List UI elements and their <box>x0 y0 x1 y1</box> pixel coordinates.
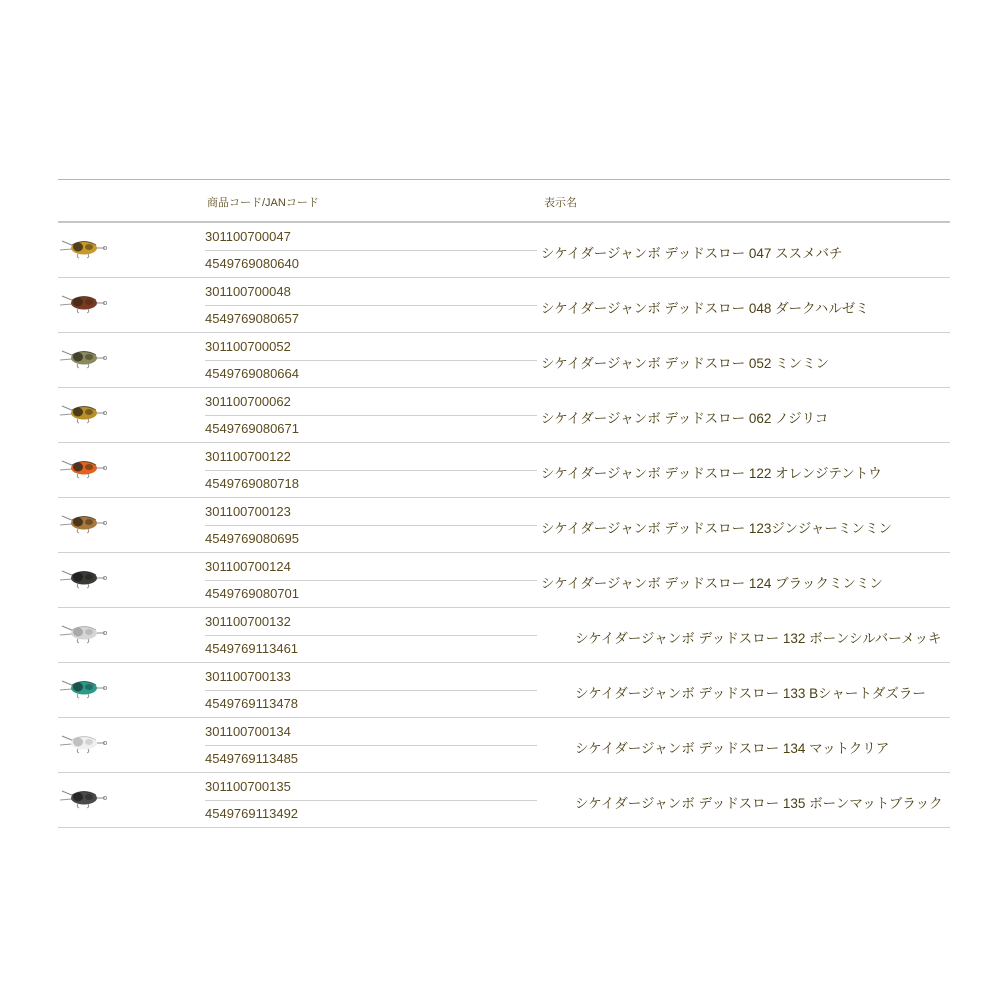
product-code: 301100700124 <box>205 559 291 574</box>
table-header <box>58 180 950 223</box>
jan-code: 4549769080664 <box>205 366 299 381</box>
jan-code: 4549769113461 <box>205 641 299 656</box>
jan-code: 4549769113478 <box>205 696 299 711</box>
jan-code: 4549769080718 <box>205 476 299 491</box>
code-divider <box>205 415 537 416</box>
code-divider <box>205 470 537 471</box>
table-row <box>58 773 950 828</box>
cicada-lure-icon <box>58 727 108 759</box>
product-name: シケイダージャンボ デッドスロー 048 ダークハルゼミ <box>541 301 869 316</box>
code-divider <box>205 745 537 746</box>
product-name: シケイダージャンボ デッドスロー 047 ススメバチ <box>541 246 843 261</box>
jan-code: 4549769080671 <box>205 421 299 436</box>
product-code: 301100700052 <box>205 339 291 354</box>
cicada-lure-icon <box>58 397 108 429</box>
cicada-lure-icon <box>58 232 108 264</box>
cicada-lure-icon <box>58 782 108 814</box>
code-divider <box>205 305 537 306</box>
jan-code: 4549769080695 <box>205 531 299 546</box>
table-row <box>58 663 950 718</box>
jan-code: 4549769113485 <box>205 751 299 766</box>
cicada-lure-icon <box>58 562 108 594</box>
product-name: シケイダージャンボ デッドスロー 134 マットクリア <box>575 741 890 756</box>
cicada-lure-icon <box>58 617 108 649</box>
table-row <box>58 608 950 663</box>
jan-code: 4549769080657 <box>205 311 299 326</box>
cicada-lure-icon <box>58 672 108 704</box>
product-name: シケイダージャンボ デッドスロー 124 ブラックミンミン <box>541 576 883 591</box>
code-divider <box>205 635 537 636</box>
table-body <box>58 223 950 828</box>
product-code: 301100700133 <box>205 669 291 684</box>
table-row <box>58 333 950 388</box>
product-code: 301100700134 <box>205 724 291 739</box>
product-code: 301100700132 <box>205 614 291 629</box>
jan-code: 4549769113492 <box>205 806 299 821</box>
code-divider <box>205 360 537 361</box>
table-row <box>58 553 950 608</box>
table-row <box>58 278 950 333</box>
product-table <box>58 179 950 828</box>
jan-code: 4549769080701 <box>205 586 299 601</box>
code-divider <box>205 525 537 526</box>
product-name: シケイダージャンボ デッドスロー 133 Bシャートダズラー <box>575 686 926 701</box>
table-row <box>58 718 950 773</box>
code-divider <box>205 580 537 581</box>
cicada-lure-icon <box>58 452 108 484</box>
product-code: 301100700048 <box>205 284 291 299</box>
product-name: シケイダージャンボ デッドスロー 123ジンジャーミンミン <box>541 521 892 536</box>
jan-code: 4549769080640 <box>205 256 299 271</box>
cicada-lure-icon <box>58 342 108 374</box>
product-code: 301100700123 <box>205 504 291 519</box>
product-code: 301100700047 <box>205 229 291 244</box>
header-name: 表示名 <box>544 197 577 209</box>
code-divider <box>205 690 537 691</box>
product-code: 301100700122 <box>205 449 291 464</box>
product-name: シケイダージャンボ デッドスロー 122 オレンジテントウ <box>541 466 882 481</box>
product-code: 301100700062 <box>205 394 291 409</box>
header-code: 商品コード/JANコード <box>207 197 319 209</box>
product-name: シケイダージャンボ デッドスロー 135 ボーンマットブラック <box>575 796 943 811</box>
product-name: シケイダージャンボ デッドスロー 062 ノジリコ <box>541 411 829 426</box>
table-row <box>58 443 950 498</box>
table-row <box>58 223 950 278</box>
cicada-lure-icon <box>58 507 108 539</box>
product-name: シケイダージャンボ デッドスロー 052 ミンミン <box>541 356 830 371</box>
table-row <box>58 498 950 553</box>
code-divider <box>205 800 537 801</box>
code-divider <box>205 250 537 251</box>
product-name: シケイダージャンボ デッドスロー 132 ボーンシルバーメッキ <box>575 631 942 646</box>
cicada-lure-icon <box>58 287 108 319</box>
product-code: 301100700135 <box>205 779 291 794</box>
table-row <box>58 388 950 443</box>
